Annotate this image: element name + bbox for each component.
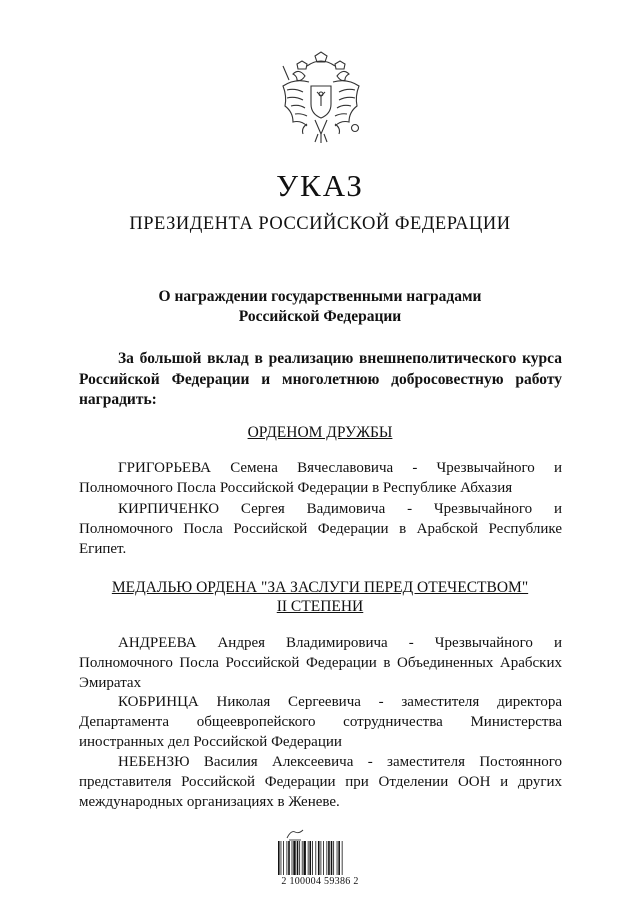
barcode-bar [281, 841, 282, 875]
barcode-bar [338, 841, 340, 875]
decree-heading [0, 287, 640, 327]
decree-heading-line: Российской Федерации [238, 308, 402, 325]
barcode-bar [342, 841, 343, 875]
award-section-title [0, 578, 640, 616]
barcode-bar [309, 841, 311, 875]
barcode-bar [315, 841, 316, 875]
decree-intro: За большой вклад в реализацию внешнеполитического курса Российской Федерации и многолетнюю добросовестную работу наградить: [79, 350, 562, 408]
barcode-bar [333, 841, 334, 875]
barcode-bar [304, 841, 306, 875]
barcode-bar [321, 841, 322, 875]
document-subtitle: ПРЕЗИДЕНТА РОССИЙСКОЙ ФЕДЕРАЦИИ [129, 214, 511, 234]
barcode-bar [293, 841, 295, 875]
barcode-bar [331, 841, 333, 875]
award-section-title-line: ОРДЕНОМ ДРУЖБЫ [247, 424, 393, 441]
barcode-bar [292, 841, 293, 875]
decree-heading-line: О награждении государственными наградами [158, 288, 482, 305]
barcode-bar [318, 841, 320, 875]
barcode-bar [287, 841, 288, 875]
barcode-bar [278, 841, 280, 875]
award-entry: КОБРИНЦА Николая Сергеевича - заместителя директора Департамента общеевропейского сотрудничества Министерства иностранных дел Российской Федерации [79, 694, 562, 750]
barcode-bar [323, 841, 324, 875]
award-section-title-line: МЕДАЛЬЮ ОРДЕНА "ЗА ЗАСЛУГИ ПЕРЕД ОТЕЧЕСТВОМ" [111, 579, 529, 596]
barcode-bar [288, 841, 290, 875]
award-entry: АНДРЕЕВА Андрея Владимировича - Чрезвычайного и Полномочного Посла Российской Федерации в Объединенных Арабских Эмиратах [79, 635, 562, 691]
barcode-bar [283, 841, 284, 875]
award-entry: КИРПИЧЕНКО Сергея Вадимовича - Чрезвычайного и Полномочного Посла Российской Федерации в Арабской Республике Египет. [79, 501, 562, 557]
barcode-bar [337, 841, 338, 875]
award-section-title-line: II СТЕПЕНИ [276, 598, 364, 615]
barcode-bar [308, 841, 309, 875]
barcode-number: 2 100004 59386 2 [281, 876, 359, 887]
barcode-bar [297, 841, 299, 875]
barcode-bar [328, 841, 330, 875]
barcode-icon [278, 841, 362, 875]
award-entry: ГРИГОРЬЕВА Семена Вячеславовича - Чрезвычайного и Полномочного Посла Российской Федерации в Республике Абхазия [79, 460, 562, 496]
award-section-title [0, 423, 640, 442]
document-title: УКАЗ [276, 168, 364, 203]
double-headed-eagle-icon [275, 50, 367, 148]
barcode-bar [302, 841, 303, 875]
barcode-bar [299, 841, 300, 875]
award-entry: НЕБЕНЗЮ Василия Алексеевича - заместителя Постоянного представителя Российской Федерации при Отделении ООН и других международных организациях в Женеве. [79, 754, 562, 810]
registry-stamp-icon [285, 828, 305, 842]
barcode-bar [312, 841, 313, 875]
barcode-bar [326, 841, 327, 875]
